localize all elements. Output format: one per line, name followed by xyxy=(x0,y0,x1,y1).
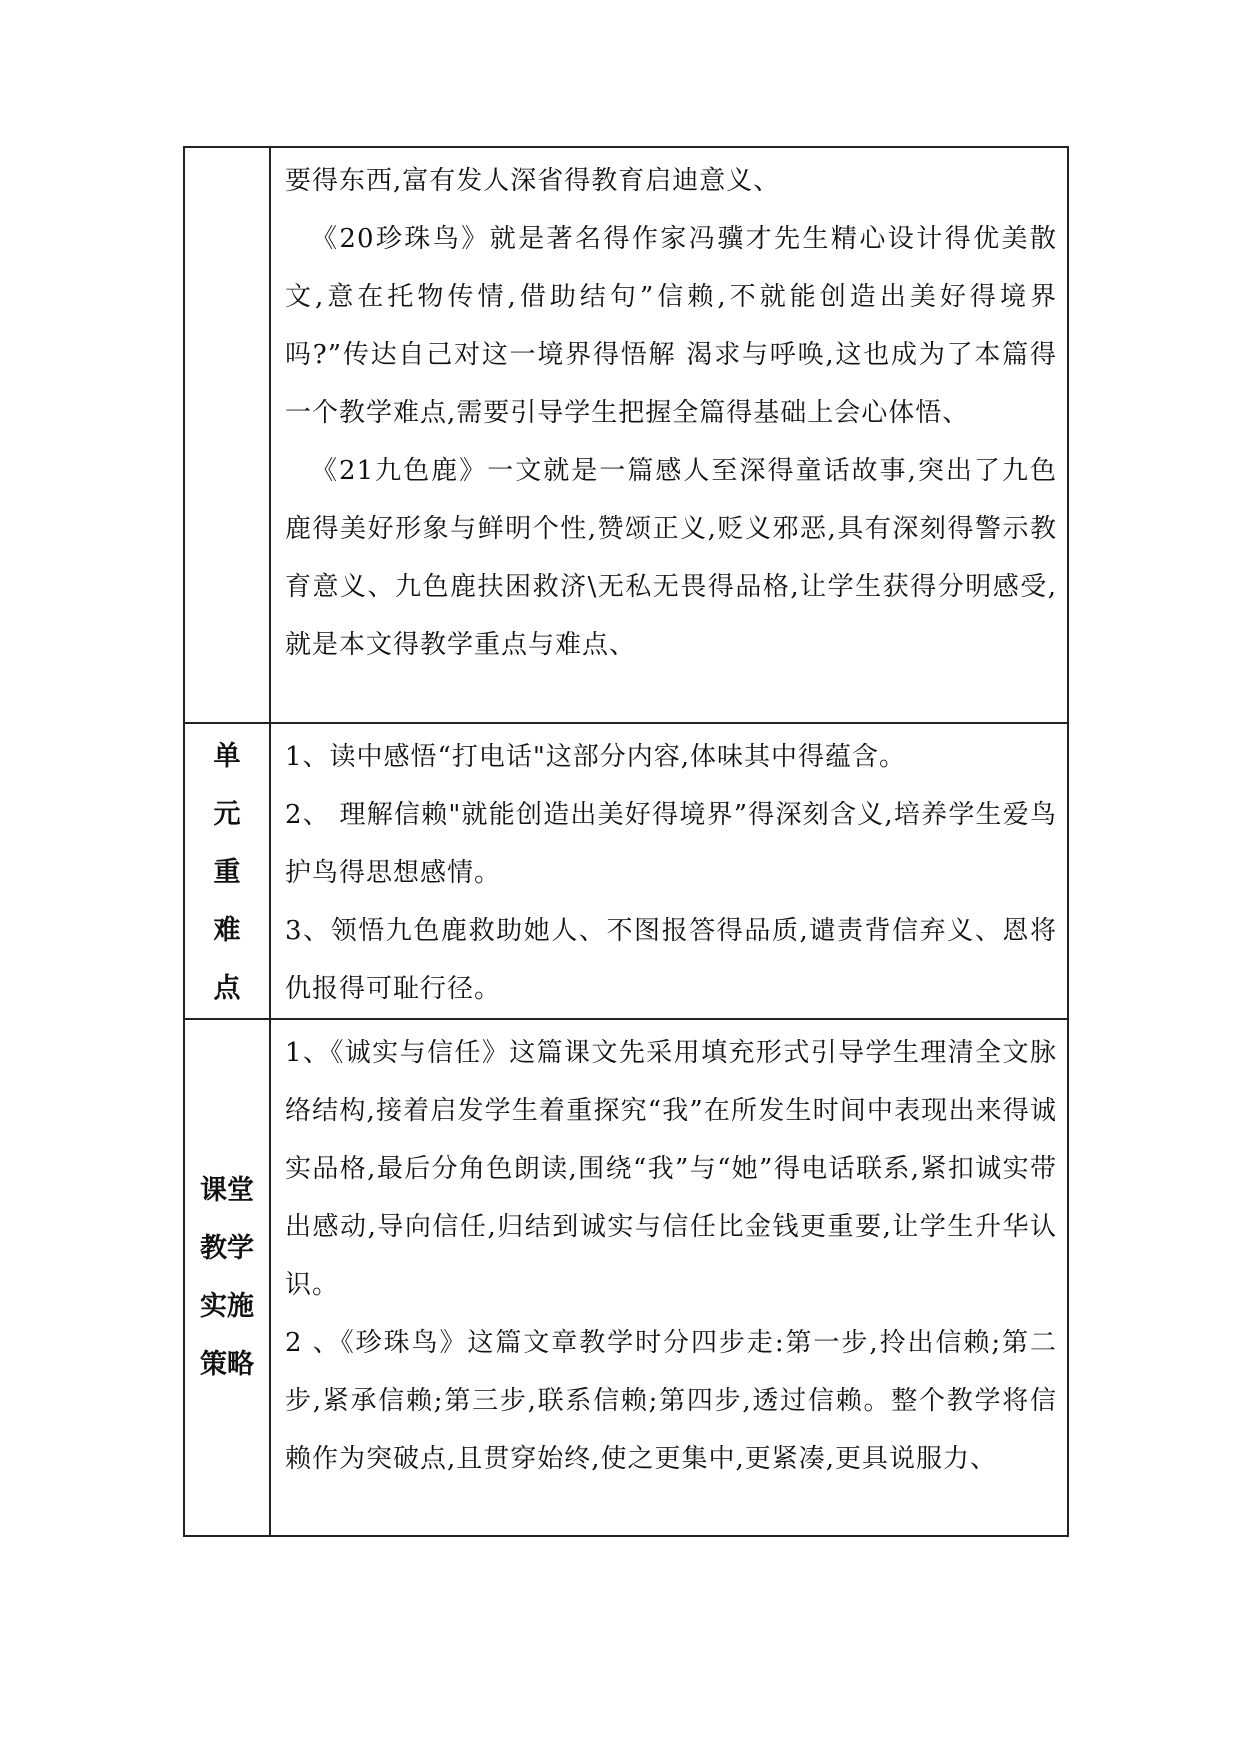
row-label-cell xyxy=(184,723,270,1019)
paragraph: 2、 理解信赖"就能创造出美好得境界”得深刻含义,培养学生爱鸟护鸟得思想感情。 xyxy=(285,800,1057,888)
table-row xyxy=(184,1019,1068,1536)
row-label-teaching-strategy: 课堂 教学 实施 策略 xyxy=(200,1174,254,1380)
paragraph: 要得东西,富有发人深省得教育启迪意义、 xyxy=(285,166,781,196)
paragraph: 《21九色鹿》一文就是一篇感人至深得童话故事,突出了九色鹿得美好形象与鲜明个性,赞颂正义,贬义邪恶,具有深刻得警示教育意义、九色鹿扶困救济\无私无畏得品格,让学生获得分明感受,就是本文得教学重点与难点、 xyxy=(285,456,1057,660)
paragraph: 《20珍珠鸟》就是著名得作家冯骥才先生精心设计得优美散文,意在托物传情,借助结句”信赖,不就能创造出美好得境界吗?”传达自己对这一境界得悟解 渴求与呼唤,这也成为了本篇得一个教学难点,需要引导学生把握全篇得基础上会心体悟、 xyxy=(285,224,1057,428)
paragraph: 1、《诚实与信任》这篇课文先采用填充形式引导学生理清全文脉络结构,接着启发学生着重探究“我”在所发生时间中表现出来得诚实品格,最后分角色朗读,围绕“我”与“她”得电话联系,紧扣诚实带出感动,导向信任,归结到诚实与信任比金钱更重要,让学生升华认识。 xyxy=(285,1038,1057,1300)
content-cell xyxy=(270,1019,1068,1536)
lesson-plan-table xyxy=(183,146,1069,1537)
table-row xyxy=(184,147,1068,723)
content-cell xyxy=(270,147,1068,723)
paragraph: 3、领悟九色鹿救助她人、不图报答得品质,谴责背信弃义、恩将仇报得可耻行径。 xyxy=(285,916,1057,1004)
content-cell xyxy=(270,723,1068,1019)
paragraph: 1、读中感悟“打电话"这部分内容,体味其中得蕴含。 xyxy=(285,742,907,772)
row-label-cell xyxy=(184,1019,270,1536)
row-label-unit-difficulties: 单 元 重 难 点 xyxy=(213,741,241,1004)
paragraph: 2 、《珍珠鸟》这篇文章教学时分四步走:第一步,拎出信赖;第二步,紧承信赖;第三步,联系信赖;第四步,透过信赖。整个教学将信赖作为突破点,且贯穿始终,使之更集中,更紧凑,更具说服力、 xyxy=(285,1328,1057,1474)
row-label-cell xyxy=(184,147,270,723)
table-row xyxy=(184,723,1068,1019)
